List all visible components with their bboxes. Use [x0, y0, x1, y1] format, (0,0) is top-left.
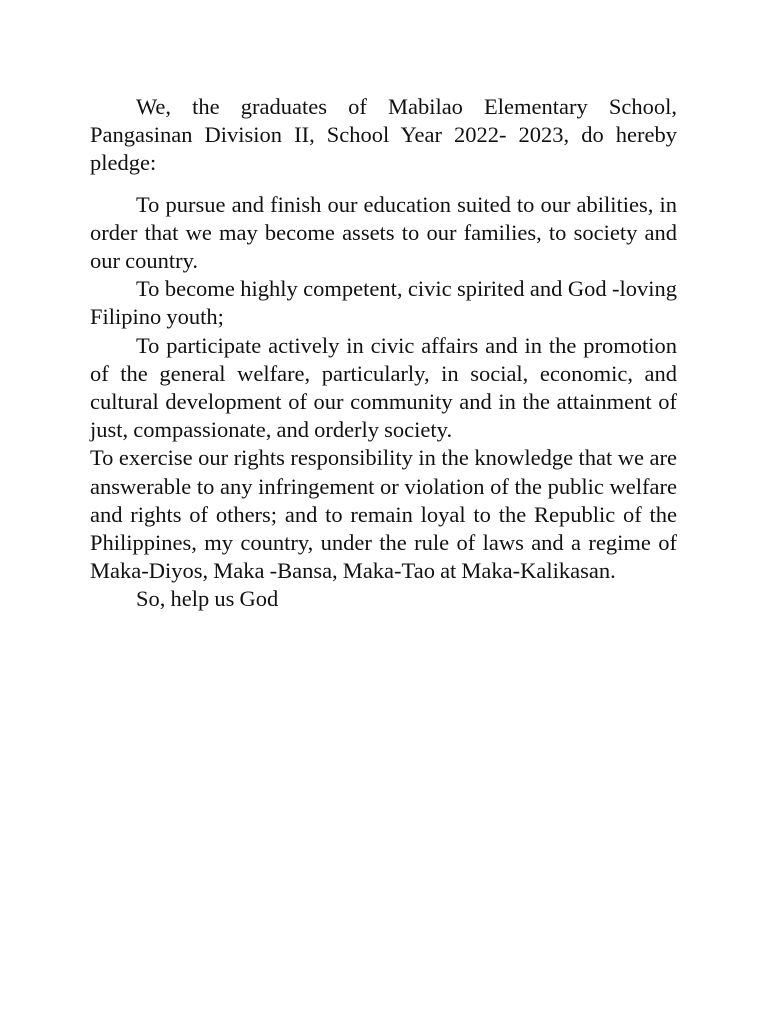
pledge-text	[90, 93, 677, 614]
pledge-civic-affairs-paragraph: To participate actively in civic affairs and in the promotion of the general welfare, particularly, in social, economic, and cultural development of our community and in the attainment of just, compassionate, and orderly society.	[90, 332, 677, 443]
pledge-intro-paragraph: We, the graduates of Mabilao Elementary School, Pangasinan Division II, School Year 2022- 2023, do hereby pledge:	[90, 94, 677, 176]
pledge-education-paragraph: To pursue and finish our education suited to our abilities, in order that we may become assets to our families, to society and our country.	[90, 191, 677, 274]
pledge-competent-paragraph: To become highly competent, civic spirited and God -loving Filipino youth;	[90, 276, 677, 330]
pledge-rights-paragraph: To exercise our rights responsibility in the knowledge that we are answerable to any infringement or violation of the public welfare and rights of others; and to remain loyal to the Republic of the Philippines, my country, under the rule of laws and a regime of Maka-Diyos, Maka -Bansa, Maka-Tao at Maka-Kalikasan.	[90, 445, 677, 584]
pledge-closing-line: So, help us God	[136, 586, 279, 612]
